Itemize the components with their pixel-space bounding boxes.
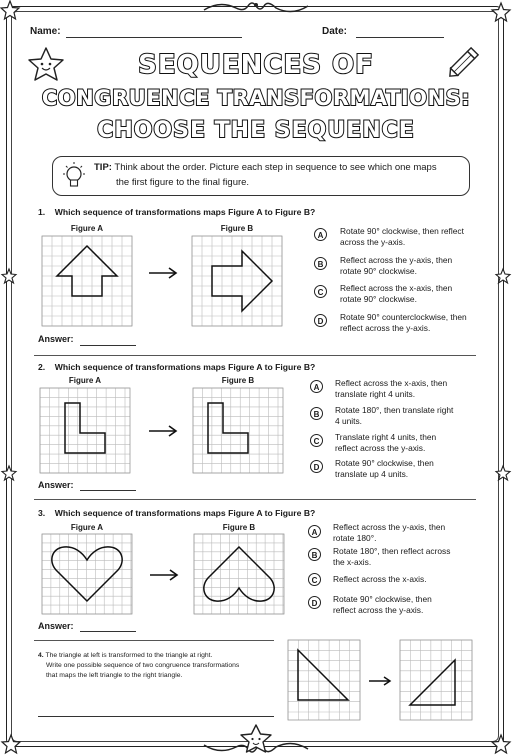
q1-option-b-circle[interactable]: B [314,257,327,270]
q4-grid-left [288,640,360,720]
q1-arrow-up-shape [57,246,117,296]
q2-l-shape-a [65,403,105,453]
q2-l-shape-b [208,403,248,453]
tip-text-1: Think about the order. Picture each step in sequence to see which one maps [114,162,437,173]
title-line-3: CHOOSE THE SEQUENCE [97,118,415,143]
corner-star-icon [491,2,511,22]
date-label: Date: [322,26,348,37]
side-star-icon [495,465,511,481]
arrow-right-icon [147,424,179,438]
side-star-icon [1,465,17,481]
q3-answer-field[interactable] [80,631,136,632]
side-star-icon [1,268,17,284]
q2-option-d[interactable]: Rotate 90° clockwise, then translate up 4 units. [335,458,434,479]
name-label: Name: [30,26,61,37]
question-1-prompt: 1. Which sequence of transformations maps Figure A to Figure B? [38,207,316,217]
q1-option-a[interactable]: Rotate 90° clockwise, then reflect across the y-axis. [340,226,464,247]
tip-text-2: the first figure to the final figure. [116,177,250,188]
title-line-2: CONGRUENCE TRANSFORMATIONS: [41,86,471,110]
corner-star-icon [1,734,21,754]
lightbulb-icon [60,160,88,192]
q3-option-d[interactable]: Rotate 90° clockwise, then reflect across the y-axis. [333,594,432,615]
top-swirl-icon [200,0,312,16]
tip-label: TIP: [94,162,112,173]
arrow-right-icon [147,266,179,280]
q2-option-b-circle[interactable]: B [310,407,323,420]
date-field[interactable] [356,37,444,38]
q3-option-c-circle[interactable]: C [308,573,321,586]
q3-option-d-circle[interactable]: D [308,596,321,609]
q4-triangle-left [298,650,348,700]
name-field[interactable] [66,37,242,38]
q1-grid-b [192,236,282,326]
q2-option-d-circle[interactable]: D [310,460,323,473]
q3-option-c[interactable]: Reflect across the x-axis. [333,574,427,584]
q2-option-c-circle[interactable]: C [310,434,323,447]
q4-answer-line[interactable] [38,716,274,717]
q1-option-a-circle[interactable]: A [314,228,327,241]
q2-figure-a-label: Figure A [68,376,102,385]
q2-option-c[interactable]: Translate right 4 units, then reflect across the y-axis. [335,432,437,453]
q1-option-b[interactable]: Reflect across the y-axis, then rotate 90° clockwise. [340,255,453,276]
q3-grid-b [194,534,284,614]
q1-answer-label: Answer: [38,334,74,344]
divider [34,640,274,641]
corner-star-icon [491,734,511,754]
q2-answer-label: Answer: [38,480,74,490]
divider [34,499,476,500]
q1-grid-a [42,236,132,326]
q3-answer-label: Answer: [38,621,74,631]
q2-answer-field[interactable] [80,490,136,491]
question-4-prompt: 4. The triangle at left is transformed to the triangle at right. Write one possible sequence of two congruence transformations that maps the left triangle to the right triangle. [38,652,240,679]
q3-option-a-circle[interactable]: A [308,525,321,538]
arrow-right-icon [148,568,180,582]
q3-grid-a [42,534,132,614]
q2-grid-b [193,388,283,473]
arrow-right-icon [368,675,392,687]
q2-figure-b-label: Figure B [221,376,255,385]
q3-figure-b-label: Figure B [222,523,256,532]
q1-figure-a-label: Figure A [70,224,104,233]
q3-option-b[interactable]: Rotate 180°, then reflect across the x-axis. [333,546,451,567]
q2-option-b[interactable]: Rotate 180°, then translate right 4 units. [335,405,454,426]
q2-grid-a [40,388,130,473]
title-line-1: SEQUENCES OF [138,50,374,80]
q3-heart-shape-b [204,547,274,601]
q1-figure-b-label: Figure B [220,224,254,233]
corner-star-icon [0,0,20,20]
q1-option-c-circle[interactable]: C [314,285,327,298]
q2-option-a-circle[interactable]: A [310,380,323,393]
q3-heart-shape-a [52,547,122,601]
divider [34,355,476,356]
q3-figure-a-label: Figure A [70,523,104,532]
question-3-prompt: 3. Which sequence of transformations maps Figure A to Figure B? [38,508,316,518]
q2-option-a[interactable]: Reflect across the x-axis, then translate right 4 units. [335,378,448,399]
q4-triangle-right [410,660,455,705]
smiling-star-icon [236,724,276,754]
q1-option-c[interactable]: Reflect across the x-axis, then rotate 90° clockwise. [340,283,453,304]
question-2-prompt: 2. Which sequence of transformations maps Figure A to Figure B? [38,362,316,372]
q1-answer-field[interactable] [80,345,136,346]
q3-option-b-circle[interactable]: B [308,548,321,561]
q3-option-a[interactable]: Reflect across the y-axis, then rotate 180°. [333,522,446,543]
q1-option-d[interactable]: Rotate 90° counterclockwise, then reflect across the y-axis. [340,312,467,333]
q1-option-d-circle[interactable]: D [314,314,327,327]
q4-grid-right [400,640,472,720]
